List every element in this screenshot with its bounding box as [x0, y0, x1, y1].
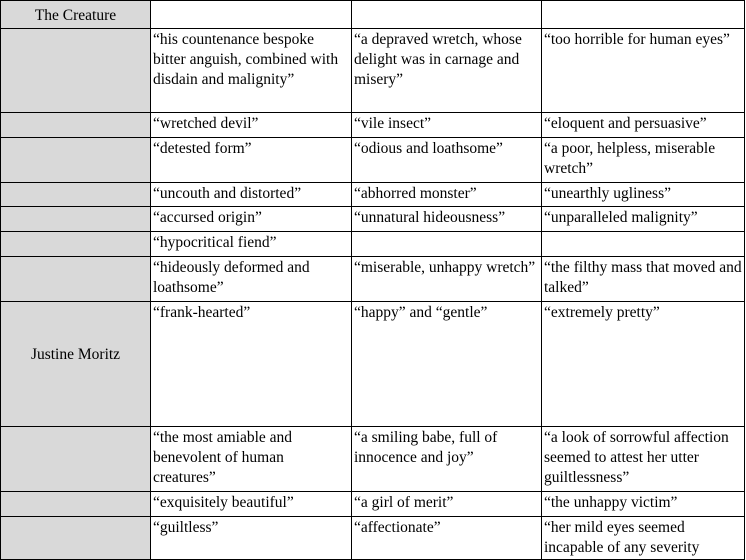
- table-row: [1, 517, 745, 560]
- table-row: [1, 183, 745, 207]
- table-row: [1, 207, 745, 232]
- table-cell: “her mild eyes seemed incapable of any severity: [542, 517, 745, 560]
- table-cell: “a look of sorrowful affection seemed to attest her utter guiltlessness”: [542, 427, 745, 492]
- row-label: [1, 492, 151, 517]
- table-cell: “unearthly ugliness”: [542, 183, 745, 207]
- row-label: [1, 29, 151, 113]
- table-cell: “hypocritical fiend”: [151, 232, 352, 257]
- table-cell: “the unhappy victim”: [542, 492, 745, 517]
- table-cell: “unparalleled malignity”: [542, 207, 745, 232]
- table-cell: “detested form”: [151, 138, 352, 183]
- table-cell: [352, 232, 542, 257]
- row-label: [1, 113, 151, 138]
- table-cell: “miserable, unhappy wretch”: [352, 257, 542, 302]
- table-cell: “exquisitely beautiful”: [151, 492, 352, 517]
- table-row: [1, 29, 745, 113]
- table-cell: [542, 1, 745, 29]
- table-cell: “abhorred monster”: [352, 183, 542, 207]
- row-label: [1, 207, 151, 232]
- row-label: [1, 183, 151, 207]
- table-row: [1, 427, 745, 492]
- table-cell: “unnatural hideousness”: [352, 207, 542, 232]
- table-cell: “happy” and “gentle”: [352, 302, 542, 427]
- table-cell: “eloquent and persuasive”: [542, 113, 745, 138]
- table-cell: “the most amiable and benevolent of human creatures”: [151, 427, 352, 492]
- table-cell: “a girl of merit”: [352, 492, 542, 517]
- table-row: [1, 1, 745, 29]
- table-cell: [542, 232, 745, 257]
- table-cell: “guiltless”: [151, 517, 352, 560]
- row-label: [1, 427, 151, 492]
- row-label: The Creature: [1, 1, 151, 29]
- table-row: [1, 113, 745, 138]
- row-label: Justine Moritz: [1, 302, 151, 427]
- table-cell: “accursed origin”: [151, 207, 352, 232]
- table-cell: “uncouth and distorted”: [151, 183, 352, 207]
- table-cell: [352, 1, 542, 29]
- table-row: [1, 492, 745, 517]
- table-row: [1, 232, 745, 257]
- table-cell: “a poor, helpless, miserable wretch”: [542, 138, 745, 183]
- table-cell: “frank-hearted”: [151, 302, 352, 427]
- row-label: [1, 257, 151, 302]
- table-cell: “his countenance bespoke bitter anguish, combined with disdain and malignity”: [151, 29, 352, 113]
- row-label: [1, 232, 151, 257]
- table-row: [1, 302, 745, 427]
- table-cell: “wretched devil”: [151, 113, 352, 138]
- row-label: [1, 517, 151, 560]
- table-cell: “the filthy mass that moved and talked”: [542, 257, 745, 302]
- row-label: [1, 138, 151, 183]
- table-cell: “hideously deformed and loathsome”: [151, 257, 352, 302]
- table-cell: “a depraved wretch, whose delight was in carnage and misery”: [352, 29, 542, 113]
- table-row: [1, 257, 745, 302]
- table-cell: “a smiling babe, full of innocence and joy”: [352, 427, 542, 492]
- table-cell: “vile insect”: [352, 113, 542, 138]
- table-row: [1, 138, 745, 183]
- table-cell: “too horrible for human eyes”: [542, 29, 745, 113]
- table-cell: “affectionate”: [352, 517, 542, 560]
- table-cell: [151, 1, 352, 29]
- table-cell: “odious and loathsome”: [352, 138, 542, 183]
- table-cell: “extremely pretty”: [542, 302, 745, 427]
